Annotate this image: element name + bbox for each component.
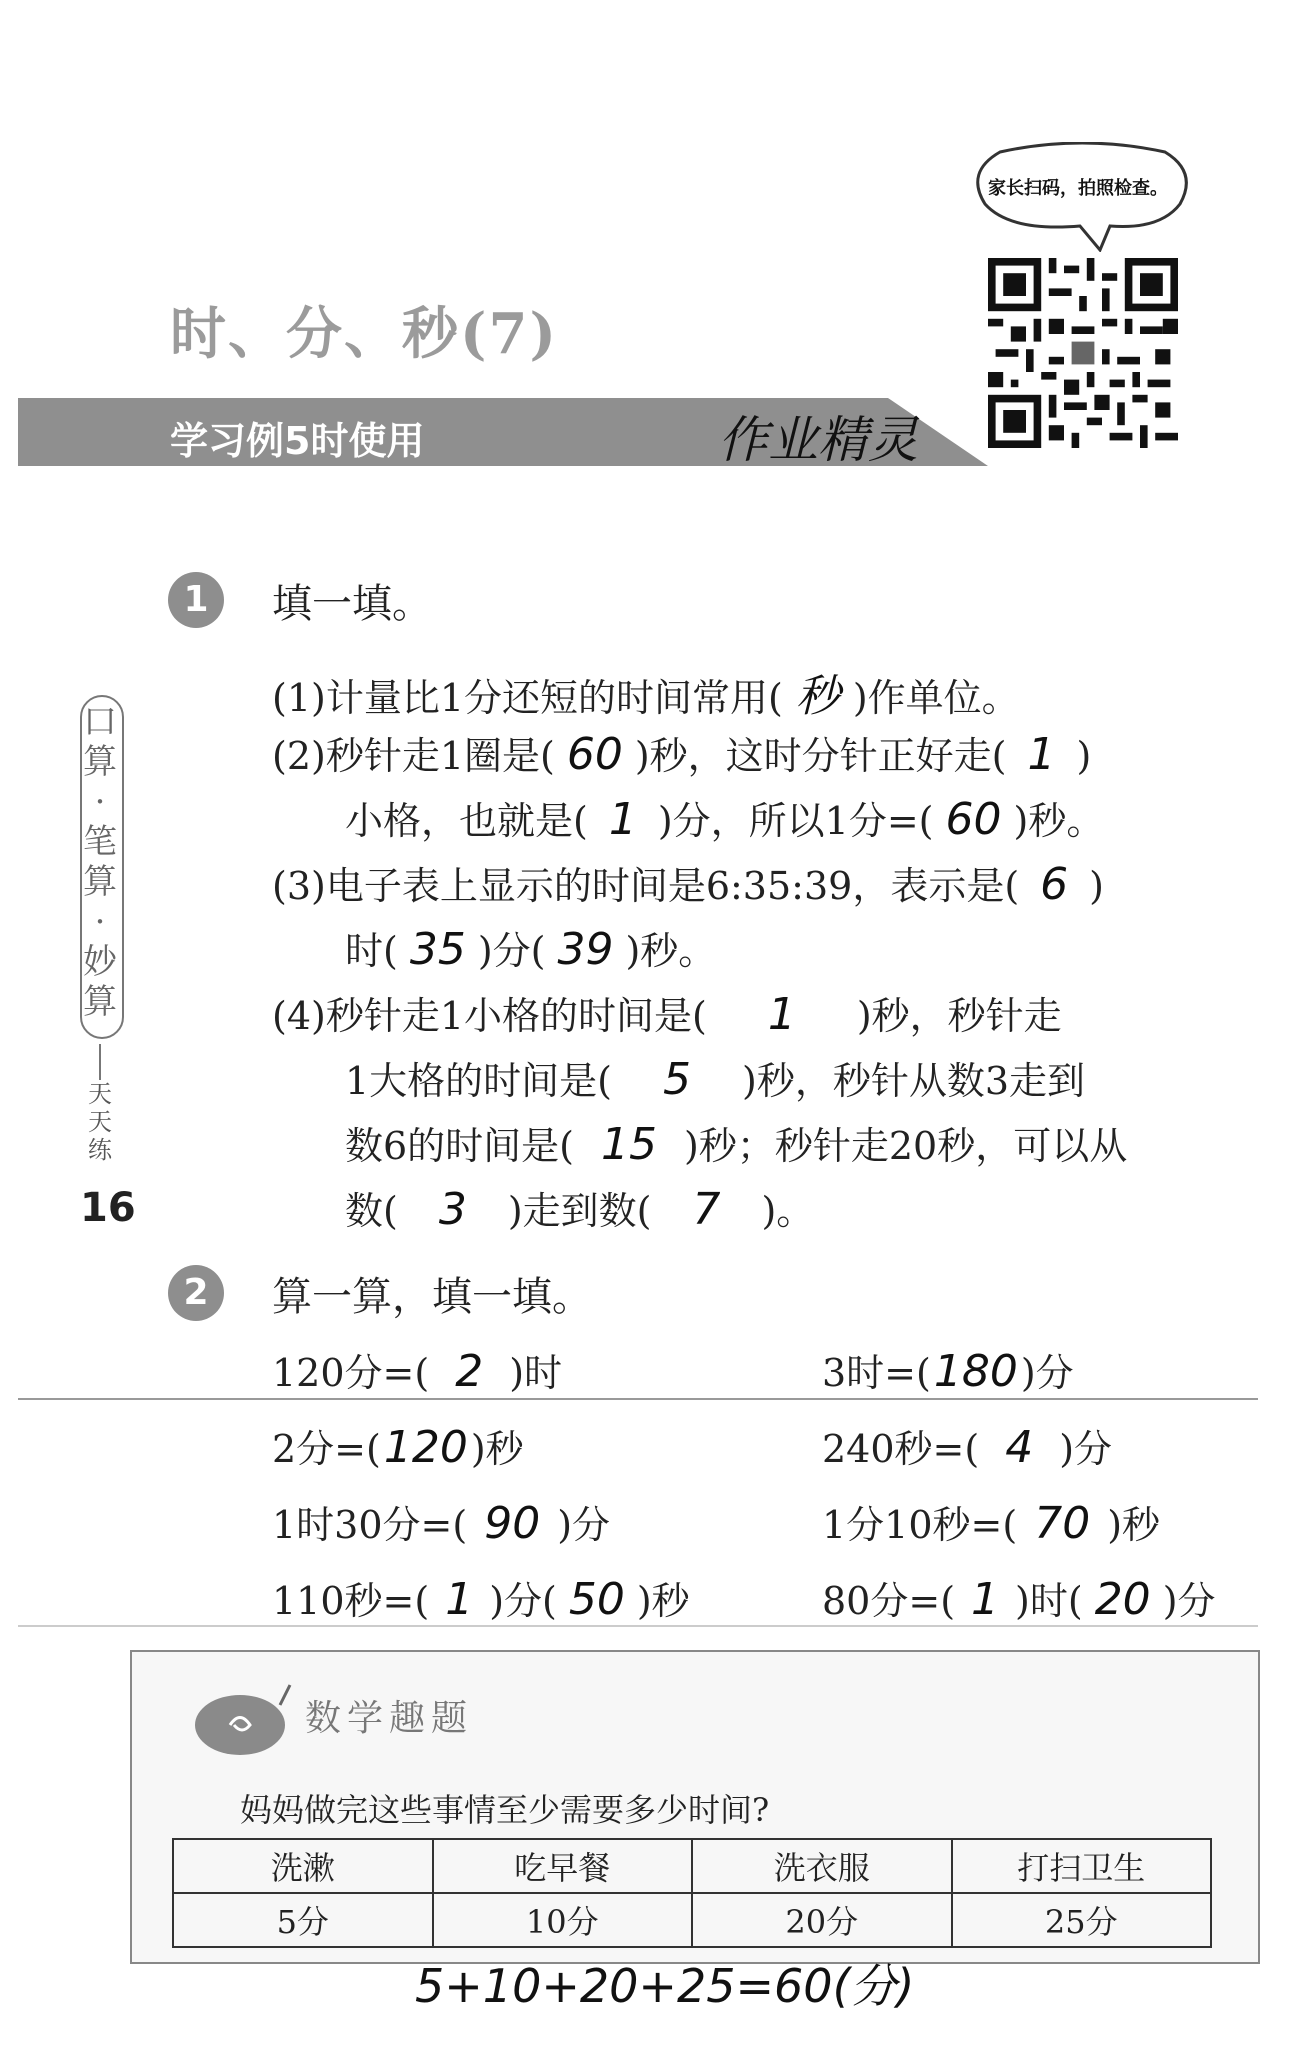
question-2b: 小格，也就是( 1 )分，所以1分=( 60 )秒。 [345,794,1105,845]
question-1: (1)计量比1分还短的时间常用( 秒 )作单位。 [272,660,1020,724]
calc-left-1: 120分=( 2 )时 [272,1346,563,1397]
answer-field[interactable]: 4 [1005,1422,1034,1473]
calc-right-1: 3时=(180)分 [822,1346,1074,1397]
table-cell: 25分 [952,1893,1212,1947]
table-cell: 5分 [173,1893,433,1947]
table-cell: 20分 [692,1893,952,1947]
side-label: 口算·笔算·妙算 [83,702,117,1022]
section-1-title: 填一填。 [272,581,432,627]
section-2-number: 2 [168,1265,224,1321]
snail-icon [190,1680,300,1760]
calc-left-4: 110秒=( 1 )分( 50 )秒 [272,1574,690,1625]
banner-text: 学习例5时使用 [170,419,425,463]
answer-field[interactable]: 39 [557,924,614,975]
table-header: 洗漱 [173,1839,433,1893]
answer-field[interactable]: 70 [1034,1498,1091,1549]
bubble-text: 家长扫码，拍照检查。 [988,178,1168,199]
answer-field[interactable]: 50 [568,1574,625,1625]
answer-field[interactable]: 1 [971,1574,1000,1625]
calc-right-4: 80分=( 1 )时( 20 )分 [822,1574,1216,1625]
page-title: 时、分、秒(7) [170,301,558,367]
page-number: 16 [80,1185,136,1231]
question-4d: 数( 3 )走到数( 7 )。 [345,1184,815,1235]
answer-field[interactable]: 60 [945,794,1002,845]
answer-field[interactable]: 3 [438,1184,467,1235]
answer-field[interactable]: 20 [1094,1574,1151,1625]
answer-field[interactable]: 6 [1040,859,1069,910]
watermark-logo: 作业精灵 [718,411,918,469]
answer-field[interactable]: 5 [663,1054,692,1105]
table-header: 洗衣服 [692,1839,952,1893]
table-row [173,1893,1211,1947]
answer-field[interactable]: 7 [692,1184,721,1235]
answer-field[interactable]: 15 [601,1119,658,1170]
answer-field[interactable]: 1 [608,794,637,845]
answer-field[interactable]: 180 [933,1346,1018,1397]
question-3b: 时( 35 )分( 39 )秒。 [345,924,717,975]
side-sub-label: 天天练 [88,1080,112,1164]
calc-left-2: 2分=(120)秒 [272,1422,524,1473]
calc-right-2: 240秒=( 4 )分 [822,1422,1113,1473]
chores-table [172,1838,1212,1948]
table-header: 打扫卫生 [952,1839,1212,1893]
question-4a: (4)秒针走1小格的时间是( 1 )秒，秒针走 [272,989,1062,1040]
table-row [173,1839,1211,1893]
fun-question: 妈妈做完这些事情至少需要多少时间? [240,1791,770,1829]
divider-line-2 [18,1625,1258,1627]
qr-code-icon[interactable] [988,258,1178,448]
calc-right-3: 1分10秒=( 70 )秒 [822,1498,1161,1549]
section-1-number: 1 [168,572,224,628]
divider-line [18,1398,1258,1400]
calc-left-3: 1时30分=( 90 )分 [272,1498,611,1549]
table-header: 吃早餐 [433,1839,693,1893]
question-4c: 数6的时间是( 15 )秒；秒针走20秒，可以从 [345,1119,1128,1170]
question-3a: (3)电子表上显示的时间是6:35:39，表示是( 6 ) [272,859,1104,910]
section-2-title: 算一算，填一填。 [272,1274,592,1320]
answer-field[interactable]: 1 [1027,729,1056,780]
answer-field[interactable]: 2 [455,1346,484,1397]
answer-field[interactable]: 1 [445,1574,474,1625]
answer-field[interactable]: 120 [383,1422,468,1473]
answer-field[interactable]: 1 [767,989,796,1040]
fun-title: 数学趣题 [305,1698,474,1739]
question-2a: (2)秒针走1圈是( 60 )秒，这时分针正好走( 1 ) [272,729,1092,780]
question-4b: 1大格的时间是( 5 )秒，秒针从数3走到 [345,1054,1086,1105]
fun-answer[interactable]: 5+10+20+25=60(分) [415,1959,915,2013]
answer-field[interactable]: 90 [484,1498,541,1549]
table-cell: 10分 [433,1893,693,1947]
answer-field[interactable]: 35 [409,924,466,975]
answer-field[interactable]: 60 [566,729,623,780]
answer-field[interactable]: 秒 [795,671,840,722]
side-divider [99,1044,101,1080]
